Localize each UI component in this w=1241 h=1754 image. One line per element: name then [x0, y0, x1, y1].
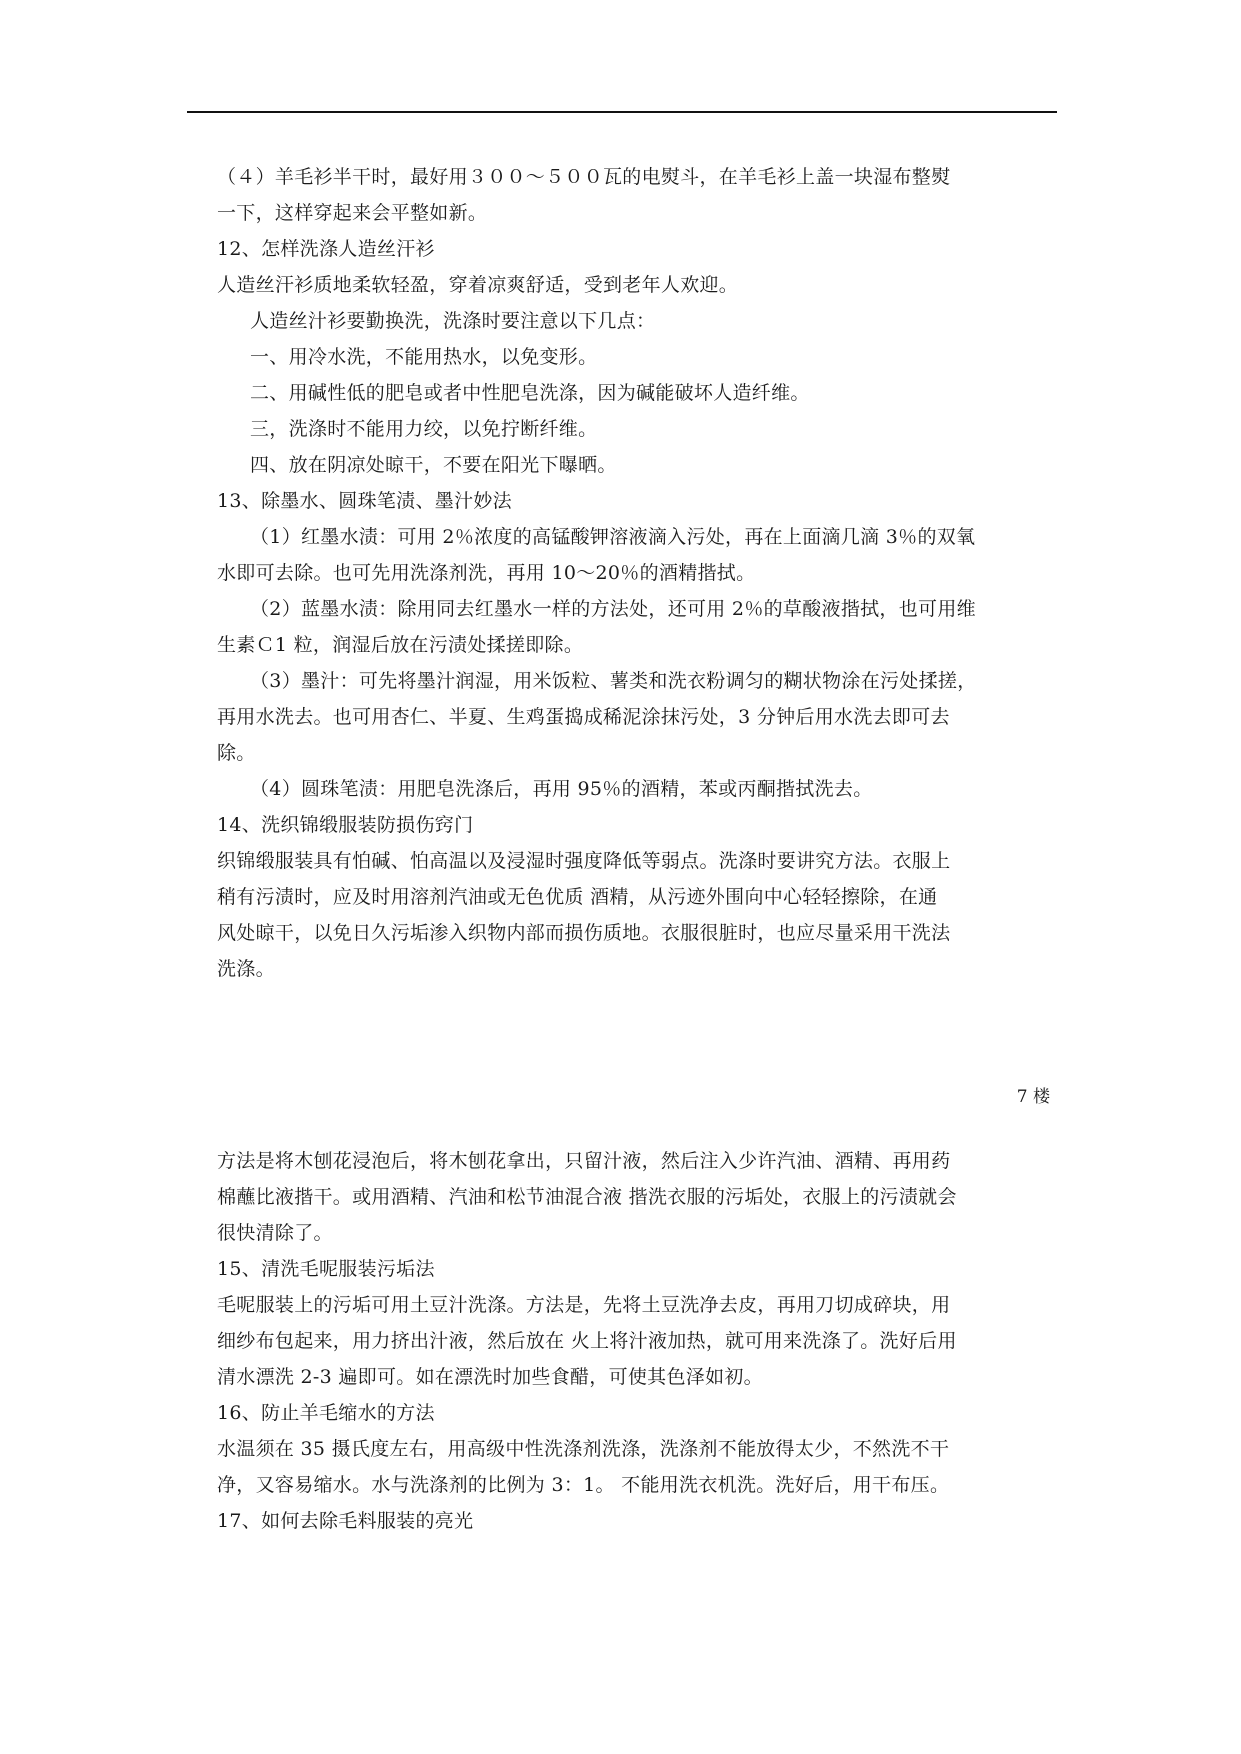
text-line: 清水漂洗 2-3 遍即可。如在漂洗时加些食醋，可使其色泽如初。: [217, 1366, 763, 1388]
text-line: 净，又容易缩水。水与洗涤剂的比例为 3：1。 不能用洗衣机洗。洗好后，用干布压。: [217, 1474, 950, 1496]
text-line: 风处晾干，以免日久污垢渗入织物内部而损伤质地。衣服很脏时，也应尽量采用干洗法: [217, 922, 951, 944]
section-heading: 16、防止羊毛缩水的方法: [217, 1402, 435, 1424]
text-line: 稍有污渍时，应及时用溶剂汽油或无色优质 酒精，从污迹外围向中心轻轻擦除，在通: [217, 886, 938, 908]
text-line: 细纱布包起来，用力挤出汁液，然后放在 火上将汁液加热，就可用来洗涤了。洗好后用: [217, 1330, 957, 1352]
section-heading: 13、除墨水、圆珠笔渍、墨汁妙法: [217, 490, 512, 512]
text-line: 除。: [217, 742, 256, 764]
list-item: 二、用碱性低的肥皂或者中性肥皂洗涤，因为碱能破坏人造纤维。: [250, 382, 810, 404]
text-line: 一下，这样穿起来会平整如新。: [217, 202, 488, 224]
text-line: 水温须在 35 摄氏度左右，用高级中性洗涤剂洗涤，洗涤剂不能放得太少，不然洗不干: [217, 1438, 950, 1460]
text-line: （4）圆珠笔渍：用肥皂洗涤后，再用 95％的酒精，苯或丙酮揩拭洗去。: [250, 778, 873, 800]
text-line: （2）蓝墨水渍：除用同去红墨水一样的方法处，还可用 2％的草酸液揩拭，也可用维: [250, 598, 976, 620]
text-line: 棉蘸比液揩干。或用酒精、汽油和松节油混合液 揩洗衣服的污垢处，衣服上的污渍就会: [217, 1186, 957, 1208]
section-heading: 12、怎样洗涤人造丝汗衫: [217, 238, 435, 260]
text-line: 很快清除了。: [217, 1222, 333, 1244]
text-line: 洗涤。: [217, 958, 275, 980]
text-line: （3）墨汁：可先将墨汁润湿，用米饭粒、薯类和洗衣粉调匀的糊状物涂在污处揉搓，: [250, 670, 977, 692]
text-line: 人造丝汁衫要勤换洗，洗涤时要注意以下几点：: [250, 310, 656, 332]
text-line: 织锦缎服装具有怕碱、怕高温以及浸湿时强度降低等弱点。洗涤时要讲究方法。衣服上: [217, 850, 951, 872]
text-line: 生素Ｃ1 粒，润湿后放在污渍处揉搓即除。: [217, 634, 584, 656]
text-line: 人造丝汗衫质地柔软轻盈，穿着凉爽舒适，受到老年人欢迎。: [217, 274, 739, 296]
text-line: 再用水洗去。也可用杏仁、半夏、生鸡蛋捣成稀泥涂抹污处，3 分钟后用水洗去即可去: [217, 706, 950, 728]
list-item: 三，洗涤时不能用力绞，以免拧断纤维。: [250, 418, 598, 440]
text-line: （４）羊毛衫半干时，最好用３００～５００瓦的电熨斗，在羊毛衫上盖一块湿布整熨: [217, 166, 951, 188]
floor-label: 7 楼: [1016, 1087, 1050, 1107]
list-item: 四、放在阴凉处晾干，不要在阳光下曝晒。: [250, 454, 617, 476]
list-item: 一、用冷水洗，不能用热水，以免变形。: [250, 346, 598, 368]
text-line: 毛呢服装上的污垢可用土豆汁洗涤。方法是，先将土豆洗净去皮，再用刀切成碎块，用: [217, 1294, 951, 1316]
text-line: 方法是将木刨花浸泡后，将木刨花拿出，只留汁液，然后注入少许汽油、酒精、再用药: [217, 1150, 951, 1172]
section-heading: 15、清洗毛呢服装污垢法: [217, 1258, 435, 1280]
header-rule: [187, 111, 1057, 113]
text-line: （1）红墨水渍：可用 2％浓度的高锰酸钾溶液滴入污处，再在上面滴几滴 3％的双氧: [250, 526, 976, 548]
text-line: 水即可去除。也可先用洗涤剂洗，再用 10～20％的酒精揩拭。: [217, 562, 756, 584]
section-heading: 17、如何去除毛料服装的亮光: [217, 1510, 474, 1532]
section-heading: 14、洗织锦缎服装防损伤窍门: [217, 814, 474, 836]
